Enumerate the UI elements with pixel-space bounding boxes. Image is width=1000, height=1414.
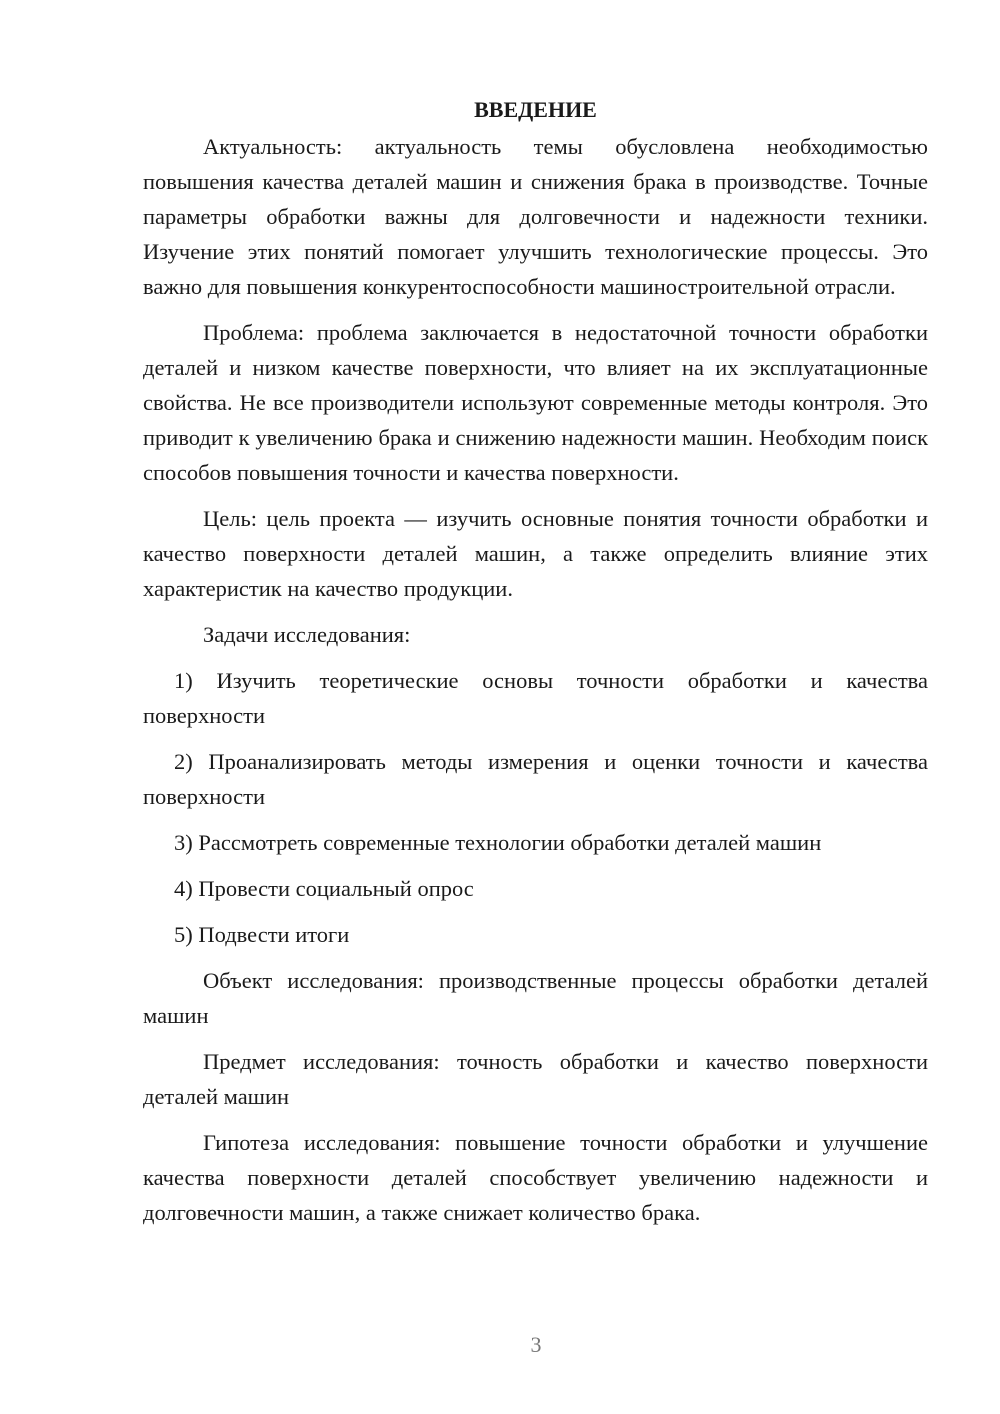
task-item-1: 1) Изучить теоретические основы точности обработки и качества поверхности <box>143 668 928 728</box>
task-item-3: 3) Рассмотреть современные технологии обработки деталей машин <box>174 830 822 855</box>
task-item-2: 2) Проанализировать методы измерения и оценки точности и качества поверхности <box>143 749 928 809</box>
task-item-5: 5) Подвести итоги <box>174 922 350 947</box>
object-paragraph: Объект исследования: производственные процессы обработки деталей машин <box>143 968 928 1028</box>
tasks-heading: Задачи исследования: <box>203 622 411 647</box>
page-title: ВВЕДЕНИЕ <box>474 97 597 122</box>
hypothesis-paragraph: Гипотеза исследования: повышение точности обработки и улучшение качества поверхности деталей способствует увеличению надежности и долговечности машин, а также снижает количество брака. <box>143 1130 928 1225</box>
goal-paragraph: Цель: цель проекта — изучить основные понятия точности обработки и качество поверхности деталей машин, а также определить влияние этих характеристик на качество продукции. <box>143 506 928 601</box>
page-number: 3 <box>530 1332 542 1357</box>
task-item-4: 4) Провести социальный опрос <box>174 876 474 901</box>
problem-paragraph: Проблема: проблема заключается в недостаточной точности обработки деталей и низком качестве поверхности, что влияет на их эксплуатационные свойства. Не все производители используют современные методы контроля. Это приводит к увеличению брака и снижению надежности машин. Необходим поиск способов повышения точности и качества поверхности. <box>143 320 928 485</box>
subject-paragraph: Предмет исследования: точность обработки и качество поверхности деталей машин <box>143 1049 928 1109</box>
relevance-paragraph: Актуальность: актуальность темы обусловлена необходимостью повышения качества деталей машин и снижения брака в производстве. Точные параметры обработки важны для долговечности и надежности техники. Изучение этих понятий помогает улучшить технологические процессы. Это важно для повышения конкурентоспособности машиностроительной отрасли. <box>143 134 928 299</box>
page-content <box>143 92 928 1230</box>
